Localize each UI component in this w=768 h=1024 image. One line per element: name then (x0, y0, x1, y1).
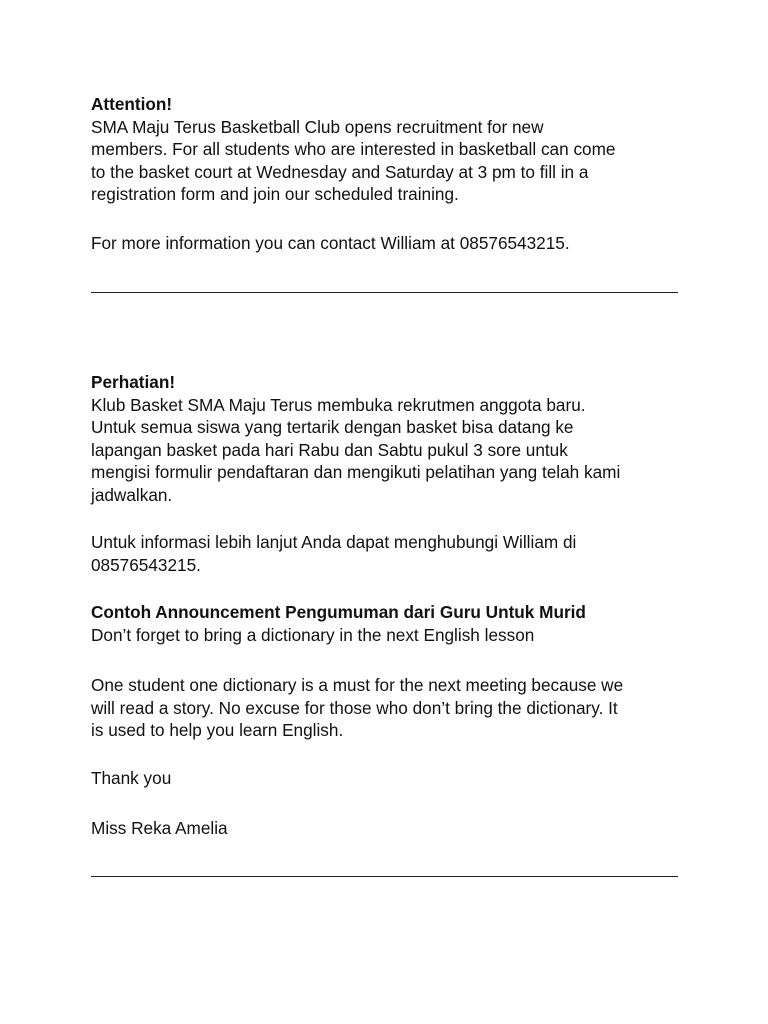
teacher-example-body (91, 674, 691, 742)
indonesian-announcement (91, 371, 691, 506)
english-heading: Attention! (91, 94, 173, 114)
english-body-line-3: to the basket court at Wednesday and Saturday at 3 pm to fill in a (91, 161, 589, 182)
indonesian-body-line-1: Klub Basket SMA Maju Terus membuka rekrutmen anggota baru. (91, 394, 586, 415)
signature-line: Miss Reka Amelia (91, 818, 228, 838)
divider-1 (91, 292, 678, 293)
indonesian-body-line-4: mengisi formulir pendaftaran dan mengikuti pelatihan yang telah kami (91, 462, 621, 482)
indonesian-contact-line-1: Untuk informasi lebih lanjut Anda dapat menghubungi William di (91, 532, 577, 552)
teacher-body-line-3: is used to help you learn English. (91, 720, 344, 740)
english-body-line-1: SMA Maju Terus Basketball Club opens recruitment for new (91, 116, 544, 137)
teacher-example-subtitle: Don’t forget to bring a dictionary in the next English lesson (91, 624, 535, 645)
english-announcement (91, 93, 691, 206)
teacher-example (91, 601, 691, 646)
indonesian-body-line-5: jadwalkan. (91, 484, 173, 505)
indonesian-contact-line-2: 08576543215. (91, 554, 201, 575)
signature (91, 817, 691, 840)
english-contact-line: For more information you can contact William at 08576543215. (91, 233, 570, 253)
teacher-example-heading: Contoh Announcement Pengumuman dari Guru Untuk Murid (91, 602, 586, 622)
indonesian-body-line-3: lapangan basket pada hari Rabu dan Sabtu pukul 3 sore untuk (91, 439, 568, 460)
indonesian-contact (91, 531, 691, 576)
teacher-body-line-1: One student one dictionary is a must for the next meeting because we (91, 675, 624, 695)
english-body-line-4: registration form and join our scheduled training. (91, 184, 459, 204)
english-contact (91, 232, 691, 255)
closing-line: Thank you (91, 768, 172, 788)
teacher-body-line-2: will read a story. No excuse for those who don’t bring the dictionary. It (91, 697, 618, 718)
closing (91, 767, 691, 790)
english-body-line-2: members. For all students who are interested in basketball can come (91, 139, 616, 159)
divider-2 (91, 876, 678, 877)
indonesian-body-line-2: Untuk semua siswa yang tertarik dengan basket bisa datang ke (91, 417, 574, 437)
indonesian-heading: Perhatian! (91, 372, 176, 392)
